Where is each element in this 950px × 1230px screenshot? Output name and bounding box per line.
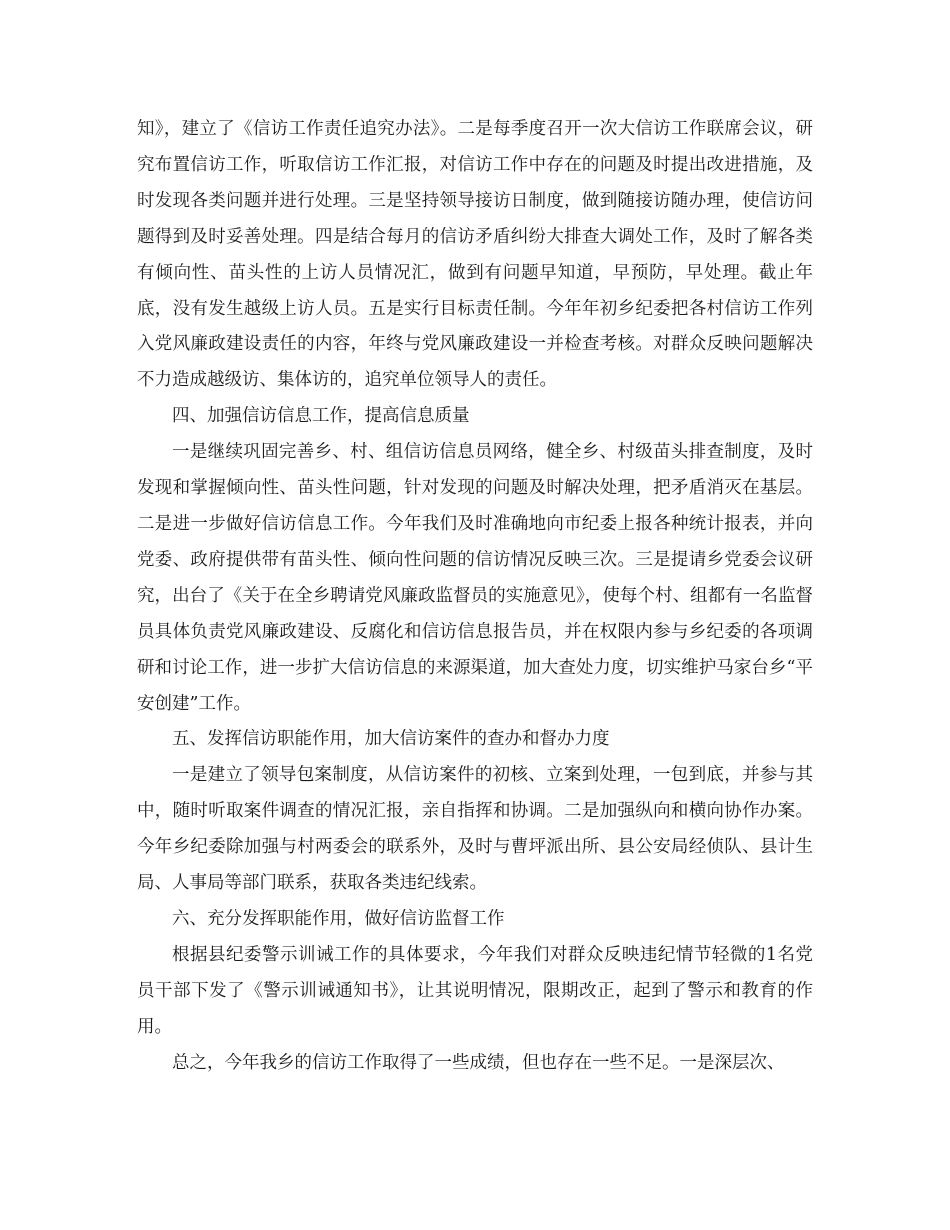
document-body (137, 112, 813, 1081)
section-heading-5: 五、发挥信访职能作用，加大信访案件的查办和督办力度 (172, 729, 610, 750)
body-paragraph: 一是继续巩固完善乡、村、组信访信息员网络，健全乡、村级苗头排查制度，及时发现和掌握倾向性、苗头性问题，针对发现的问题及时解决处理，把矛盾消灭在基层。二是进一步做好信访信息工作。今年我们及时准确地向市纪委上报各种统计报表，并向党委、政府提供带有苗头性、倾向性问题的信访情况反映三次。三是提请乡党委会议研究，出台了《关于在全乡聘请党风廉政监督员的实施意见》，使每个村、组都有一名监督员具体负责党风廉政建设、反腐化和信访信息报告员，并在权限内参与乡纪委的各项调研和讨论工作，进一步扩大信访信息的来源渠道，加大查处力度，切实维护马家台乡“平安创建”工作。 (137, 442, 813, 714)
body-paragraph: 知》，建立了《信访工作责任追究办法》。二是每季度召开一次大信访工作联席会议，研究布置信访工作，听取信访工作汇报，对信访工作中存在的问题及时提出改进措施，及时发现各类问题并进行处理。三是坚持领导接访日制度，做到随接访随办理，使信访问题得到及时妥善处理。四是结合每月的信访矛盾纠纷大排查大调处工作，及时了解各类有倾向性、苗头性的上访人员情况汇，做到有问题早知道，早预防，早处理。截止年底，没有发生越级上访人员。五是实行目标责任制。今年年初乡纪委把各村信访工作列入党风廉政建设责任的内容，年终与党风廉政建设一并检查考核。对群众反映问题解决不力造成越级访、集体访的，追究单位领导人的责任。 (137, 119, 813, 391)
body-paragraph: 一是建立了领导包案制度，从信访案件的初核、立案到处理，一包到底，并参与其中，随时听取案件调查的情况汇报，亲自指挥和协调。二是加强纵向和横向协作办案。今年乡纪委除加强与村两委会的联系外，及时与曹坪派出所、县公安局经侦队、县计生局、人事局等部门联系，获取各类违纪线索。 (137, 765, 813, 894)
body-paragraph: 根据县纪委警示训诫工作的具体要求，今年我们对群众反映违纪情节轻微的1名党员干部下发了《警示训诫通知书》，让其说明情况，限期改正，起到了警示和教育的作用。 (137, 944, 813, 1037)
body-paragraph: 总之，今年我乡的信访工作取得了一些成绩，但也存在一些不足。一是深层次、 (172, 1052, 785, 1073)
section-heading-4: 四、加强信访信息工作，提高信息质量 (172, 406, 470, 427)
section-heading-6: 六、充分发挥职能作用，做好信访监督工作 (172, 908, 505, 929)
